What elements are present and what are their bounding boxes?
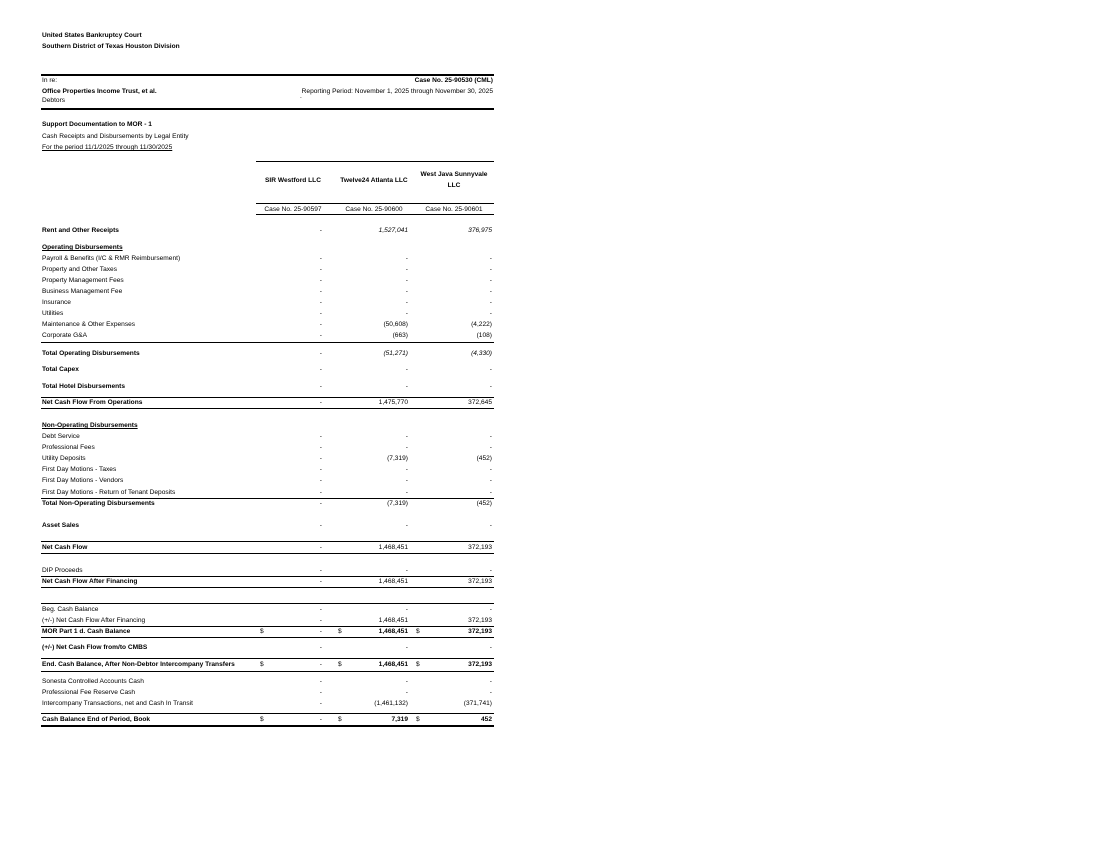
cell-sir-westford: - — [319, 567, 322, 574]
cell-sir-westford: - — [319, 399, 322, 406]
cell-twelve24-atlanta: - — [405, 522, 408, 529]
cell-west-java-sunnyvale: - — [489, 277, 492, 284]
row-label: Professional Fee Reserve Cash — [42, 689, 136, 696]
cell-sir-westford: - — [319, 544, 322, 551]
row-label: Total Operating Disbursements — [42, 350, 140, 357]
cell-twelve24-atlanta: - — [405, 277, 408, 284]
row-label: Net Cash Flow After Financing — [42, 578, 138, 585]
rule-net-cash-bottom — [41, 553, 494, 554]
court-name: United States Bankruptcy Court — [42, 32, 142, 39]
cell-sir-westford: - — [319, 628, 322, 635]
cell-west-java-sunnyvale: (452) — [476, 455, 492, 462]
cell-twelve24-atlanta: - — [405, 644, 408, 651]
cell-west-java-sunnyvale: 372,193 — [468, 578, 492, 585]
cell-sir-westford: - — [319, 500, 322, 507]
row-label: Net Cash Flow From Operations — [42, 399, 143, 406]
row-label: Property and Other Taxes — [42, 266, 118, 273]
header-bottom-rule — [41, 108, 494, 110]
cell-twelve24-atlanta: (7,319) — [387, 455, 408, 462]
row-label: Total Non-Operating Disbursements — [42, 500, 155, 507]
cell-twelve24-atlanta: - — [405, 678, 408, 685]
cell-sir-westford: - — [319, 288, 322, 295]
currency-symbol: $ — [416, 661, 420, 668]
cell-west-java-sunnyvale: - — [489, 689, 492, 696]
cell-west-java-sunnyvale: - — [489, 433, 492, 440]
cell-sir-westford: - — [319, 310, 322, 317]
row-label: First Day Motions - Taxes — [42, 466, 117, 473]
cell-west-java-sunnyvale: 372,193 — [468, 617, 492, 624]
cell-west-java-sunnyvale: (4,222) — [471, 321, 492, 328]
currency-symbol: $ — [260, 716, 264, 723]
cell-twelve24-atlanta: - — [405, 444, 408, 451]
cell-sir-westford: - — [319, 522, 322, 529]
doc-title: Support Documentation to MOR - 1 — [42, 121, 152, 128]
cell-twelve24-atlanta: - — [405, 266, 408, 273]
cell-sir-westford: - — [319, 617, 322, 624]
row-label: Professional Fees — [42, 444, 95, 451]
cell-sir-westford: - — [319, 266, 322, 273]
cell-sir-westford: - — [319, 332, 322, 339]
section-heading-non-operating: Non-Operating Disbursements — [42, 422, 138, 429]
cell-sir-westford: - — [319, 433, 322, 440]
cell-sir-westford: - — [319, 466, 322, 473]
rule-book-top — [41, 713, 494, 714]
cell-twelve24-atlanta: 7,319 — [391, 716, 408, 723]
cell-twelve24-atlanta: (1,461,132) — [374, 700, 408, 707]
cell-twelve24-atlanta: (663) — [392, 332, 408, 339]
row-label: First Day Motions - Vendors — [42, 477, 124, 484]
column-case-twelve24-atlanta: Case No. 25-90600 — [345, 206, 403, 213]
rule-non-operating-total — [41, 498, 494, 499]
column-header-west-java-sunnyvale: West Java Sunnyvale LLC — [420, 171, 488, 189]
cell-sir-westford: - — [319, 455, 322, 462]
column-case-sir-westford: Case No. 25-90597 — [264, 206, 322, 213]
cell-west-java-sunnyvale: 372,193 — [468, 544, 492, 551]
rule-mor-bottom — [41, 637, 494, 638]
reporting-period: Reporting Period: November 1, 2025 through November 30, 2025 — [301, 88, 493, 95]
cell-twelve24-atlanta: 1,468,451 — [378, 578, 408, 585]
cell-twelve24-atlanta: - — [405, 567, 408, 574]
column-header-sir-westford: SIR Westford LLC — [265, 177, 321, 184]
debtor-name: Office Properties Income Trust, et al. — [42, 88, 157, 95]
cell-sir-westford: - — [319, 383, 322, 390]
doc-period: For the period 11/1/2025 through 11/30/2025 — [42, 144, 173, 151]
cell-twelve24-atlanta: - — [405, 477, 408, 484]
row-label: MOR Part 1 d. Cash Balance — [42, 628, 131, 635]
column-header-top-rule — [256, 161, 494, 162]
row-label: (+/-) Net Cash Flow from/to CMBS — [42, 644, 148, 651]
section-heading-operating: Operating Disbursements — [42, 244, 123, 251]
rule-end-balance-top — [41, 658, 494, 659]
row-label: Debt Service — [42, 433, 80, 440]
cell-twelve24-atlanta: - — [405, 310, 408, 317]
cell-twelve24-atlanta: 1,468,451 — [378, 661, 408, 668]
header-top-rule — [41, 74, 494, 76]
cell-west-java-sunnyvale: 372,645 — [468, 399, 492, 406]
cell-sir-westford: - — [319, 321, 322, 328]
cell-sir-westford: - — [319, 366, 322, 373]
rule-net-cash-top — [41, 541, 494, 542]
in-re-label: In re: — [42, 77, 58, 84]
rule-operating-total — [41, 342, 494, 343]
rule-ops-top — [41, 397, 494, 398]
cell-twelve24-atlanta: - — [405, 383, 408, 390]
cell-twelve24-atlanta: (51,271) — [383, 350, 408, 357]
cell-sir-westford: - — [319, 644, 322, 651]
cell-sir-westford: - — [319, 716, 322, 723]
currency-symbol: $ — [416, 628, 420, 635]
row-label: Total Hotel Disbursements — [42, 383, 126, 390]
rule-after-financing-top — [41, 576, 494, 577]
cell-sir-westford: - — [319, 299, 322, 306]
row-label: Sonesta Controlled Accounts Cash — [42, 678, 144, 685]
cell-west-java-sunnyvale: (371,741) — [463, 700, 492, 707]
rule-book-bottom — [41, 725, 494, 727]
column-case-bottom-rule — [256, 214, 494, 215]
row-label: DIP Proceeds — [42, 567, 83, 574]
row-label: Cash Balance End of Period, Book — [42, 716, 151, 723]
row-label: Utilities — [42, 310, 64, 317]
doc-subtitle: Cash Receipts and Disbursements by Legal Entity — [42, 133, 189, 140]
currency-symbol: $ — [260, 661, 264, 668]
cell-sir-westford: - — [319, 350, 322, 357]
cell-west-java-sunnyvale: 372,193 — [468, 661, 492, 668]
rule-balance-top — [41, 603, 494, 604]
row-label: Insurance — [42, 299, 71, 306]
cell-twelve24-atlanta: - — [405, 255, 408, 262]
row-label: Corporate G&A — [42, 332, 88, 339]
cell-twelve24-atlanta: - — [405, 299, 408, 306]
cell-twelve24-atlanta: - — [405, 433, 408, 440]
row-label: Business Management Fee — [42, 288, 123, 295]
rule-end-balance-bottom — [41, 671, 494, 672]
row-label: Total Capex — [42, 366, 79, 373]
row-label: Utility Deposits — [42, 455, 86, 462]
cell-west-java-sunnyvale: - — [489, 522, 492, 529]
cell-sir-westford: - — [319, 489, 322, 496]
cell-west-java-sunnyvale: - — [489, 310, 492, 317]
cell-twelve24-atlanta: - — [405, 288, 408, 295]
cell-twelve24-atlanta: 1,527,041 — [378, 227, 408, 234]
court-division: Southern District of Texas Houston Division — [42, 43, 180, 50]
stray-dot: . — [300, 93, 302, 100]
row-label: Net Cash Flow — [42, 544, 88, 551]
cell-west-java-sunnyvale: - — [489, 255, 492, 262]
cell-west-java-sunnyvale: - — [489, 567, 492, 574]
row-label: Property Management Fees — [42, 277, 124, 284]
cell-west-java-sunnyvale: (452) — [476, 500, 492, 507]
cell-sir-westford: - — [319, 444, 322, 451]
cell-west-java-sunnyvale: - — [489, 383, 492, 390]
cell-west-java-sunnyvale: - — [489, 466, 492, 473]
currency-symbol: $ — [338, 716, 342, 723]
row-label: Payroll & Benefits (I/C & RMR Reimbursement) — [42, 255, 181, 262]
column-case-west-java-sunnyvale: Case No. 25-90601 — [425, 206, 483, 213]
row-label: First Day Motions - Return of Tenant Deposits — [42, 489, 176, 496]
cell-west-java-sunnyvale: - — [489, 489, 492, 496]
cell-sir-westford: - — [319, 578, 322, 585]
row-label: Intercompany Transactions, net and Cash In Transit — [42, 700, 194, 707]
cell-sir-westford: - — [319, 606, 322, 613]
row-label: Rent and Other Receipts — [42, 227, 119, 234]
cell-twelve24-atlanta: 1,468,451 — [378, 628, 408, 635]
cell-twelve24-atlanta: - — [405, 489, 408, 496]
cell-west-java-sunnyvale: 376,975 — [468, 227, 492, 234]
cell-west-java-sunnyvale: - — [489, 288, 492, 295]
row-label: Asset Sales — [42, 522, 80, 529]
cell-sir-westford: - — [319, 661, 322, 668]
column-case-top-rule — [256, 203, 494, 204]
currency-symbol: $ — [338, 628, 342, 635]
cell-twelve24-atlanta: - — [405, 689, 408, 696]
currency-symbol: $ — [260, 628, 264, 635]
cell-west-java-sunnyvale: - — [489, 299, 492, 306]
cell-west-java-sunnyvale: - — [489, 444, 492, 451]
case-number: Case No. 25-90530 (CML) — [414, 77, 493, 84]
row-label: (+/-) Net Cash Flow After Financing — [42, 617, 146, 624]
cell-west-java-sunnyvale: (108) — [476, 332, 492, 339]
cell-sir-westford: - — [319, 277, 322, 284]
cell-sir-westford: - — [319, 227, 322, 234]
cell-west-java-sunnyvale: - — [489, 366, 492, 373]
row-label: End. Cash Balance, After Non-Debtor Intercompany Transfers — [42, 661, 235, 668]
cell-sir-westford: - — [319, 678, 322, 685]
cell-west-java-sunnyvale: 452 — [480, 716, 492, 723]
cell-twelve24-atlanta: (7,319) — [387, 500, 408, 507]
cell-west-java-sunnyvale: (4,330) — [471, 350, 492, 357]
column-header-twelve24-atlanta: Twelve24 Atlanta LLC — [340, 177, 408, 184]
rule-after-financing-bottom — [41, 587, 494, 588]
row-label: Beg. Cash Balance — [42, 606, 99, 613]
cell-twelve24-atlanta: - — [405, 606, 408, 613]
cell-sir-westford: - — [319, 700, 322, 707]
cell-twelve24-atlanta: - — [405, 466, 408, 473]
cell-twelve24-atlanta: 1,475,770 — [378, 399, 408, 406]
cell-west-java-sunnyvale: - — [489, 477, 492, 484]
cell-sir-westford: - — [319, 477, 322, 484]
cell-twelve24-atlanta: (50,608) — [383, 321, 408, 328]
currency-symbol: $ — [416, 716, 420, 723]
cell-twelve24-atlanta: 1,468,451 — [378, 544, 408, 551]
cell-sir-westford: - — [319, 689, 322, 696]
cell-west-java-sunnyvale: - — [489, 266, 492, 273]
cell-twelve24-atlanta: 1,468,451 — [378, 617, 408, 624]
cell-twelve24-atlanta: - — [405, 366, 408, 373]
row-label: Maintenance & Other Expenses — [42, 321, 136, 328]
currency-symbol: $ — [338, 661, 342, 668]
cell-west-java-sunnyvale: - — [489, 644, 492, 651]
cell-west-java-sunnyvale: - — [489, 678, 492, 685]
debtors-label: Debtors — [42, 97, 66, 104]
cell-west-java-sunnyvale: 372,193 — [468, 628, 492, 635]
rule-mor-top — [41, 626, 494, 627]
rule-ops-bottom — [41, 408, 494, 409]
cell-west-java-sunnyvale: - — [489, 606, 492, 613]
cell-sir-westford: - — [319, 255, 322, 262]
